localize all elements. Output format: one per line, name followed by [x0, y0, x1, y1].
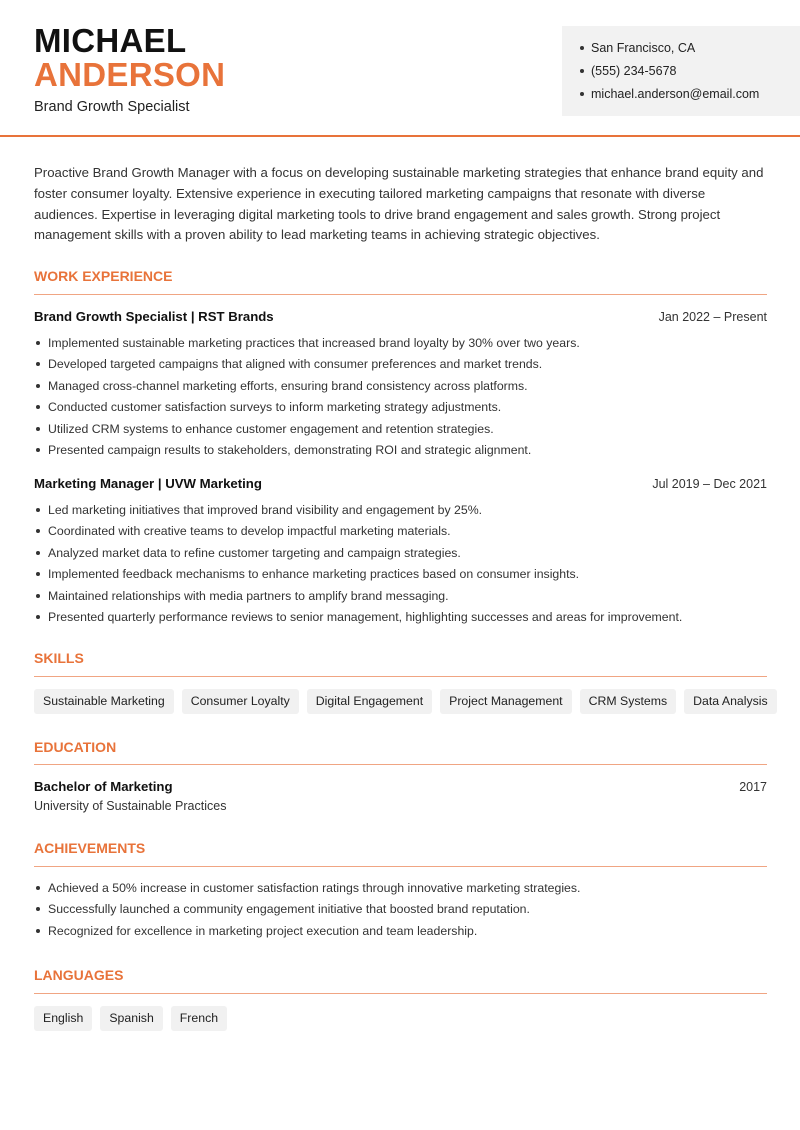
list-item	[34, 899, 767, 921]
job-dates: Jan 2022 – Present	[658, 310, 767, 324]
section-title-work: WORK EXPERIENCE	[34, 268, 173, 284]
job-bullets	[34, 499, 767, 628]
bullet-text: Implemented sustainable marketing practices that increased brand loyalty by 30% over two years.	[48, 335, 580, 350]
bullet-icon	[36, 572, 40, 576]
list-item	[34, 542, 767, 564]
bullet-text: Implemented feedback mechanisms to enhance marketing practices based on consumer insights.	[48, 567, 580, 582]
degree: Bachelor of Marketing	[34, 779, 173, 794]
list-item	[34, 585, 767, 607]
bullet-text: Analyzed market data to refine customer targeting and campaign strategies.	[48, 545, 461, 560]
bullet-text: Presented campaign results to stakeholders, demonstrating ROI and strategic alignment.	[48, 443, 532, 458]
bullet-icon	[580, 46, 584, 50]
bullet-icon	[36, 341, 40, 345]
skill-chip: Project Management	[440, 689, 571, 714]
section-title-skills: SKILLS	[34, 650, 84, 666]
skill-chip: Digital Engagement	[307, 689, 432, 714]
bullet-text: Utilized CRM systems to enhance customer engagement and retention strategies.	[48, 421, 494, 436]
language-chip: English	[34, 1006, 92, 1031]
job-bullets	[34, 332, 767, 461]
list-item	[34, 418, 767, 440]
contact-email-text[interactable]: michael.anderson@email.com	[591, 87, 760, 101]
section-title-achievements: ACHIEVEMENTS	[34, 840, 146, 856]
section-divider	[34, 676, 767, 677]
bullet-text: Successfully launched a community engagement initiative that boosted brand reputation.	[48, 902, 530, 917]
bullet-icon	[36, 384, 40, 388]
bullet-icon	[36, 448, 40, 452]
list-item	[34, 397, 767, 419]
bullet-text: Developed targeted campaigns that aligned with consumer preferences and market trends.	[48, 357, 543, 372]
bullet-text: Managed cross-channel marketing efforts, ensuring brand consistency across platforms.	[48, 378, 528, 393]
section-title-languages: LANGUAGES	[34, 967, 124, 983]
job-header	[34, 309, 767, 324]
job-dates: Jul 2019 – Dec 2021	[652, 477, 767, 491]
list-item	[34, 920, 767, 942]
section-divider	[34, 993, 767, 994]
skill-chip: Data Analysis	[684, 689, 777, 714]
job-role: Brand Growth Specialist | RST Brands	[34, 309, 274, 324]
section-divider	[34, 294, 767, 295]
list-item	[34, 521, 767, 543]
skills-list	[34, 689, 777, 714]
list-item	[34, 354, 767, 376]
bullet-icon	[36, 929, 40, 933]
contact-location	[580, 41, 695, 55]
bullet-icon	[36, 615, 40, 619]
section-divider	[34, 764, 767, 765]
graduation-year: 2017	[739, 780, 767, 794]
list-item	[34, 375, 767, 397]
first-name: MICHAEL	[34, 22, 187, 59]
contact-location-text: San Francisco, CA	[591, 41, 696, 55]
contact-box	[562, 26, 800, 116]
last-name: ANDERSON	[34, 56, 226, 93]
skill-chip: Sustainable Marketing	[34, 689, 174, 714]
bullet-text: Recognized for excellence in marketing project execution and team leadership.	[48, 923, 478, 938]
languages-list	[34, 1006, 227, 1031]
contact-phone-text: (555) 234-5678	[591, 64, 677, 78]
bullet-text: Led marketing initiatives that improved brand visibility and engagement by 25%.	[48, 502, 483, 517]
bullet-icon	[580, 92, 584, 96]
bullet-icon	[36, 508, 40, 512]
resume-header	[0, 0, 800, 137]
list-item	[34, 332, 767, 354]
bullet-text: Achieved a 50% increase in customer satisfaction ratings through innovative marketing strategies.	[48, 880, 581, 895]
skill-chip: CRM Systems	[580, 689, 677, 714]
bullet-icon	[580, 69, 584, 73]
bullet-text: Presented quarterly performance reviews to senior management, highlighting successes and areas for improvement.	[48, 610, 683, 625]
bullet-icon	[36, 594, 40, 598]
bullet-icon	[36, 551, 40, 555]
school-name: University of Sustainable Practices	[34, 799, 227, 813]
bullet-text: Maintained relationships with media partners to amplify brand messaging.	[48, 588, 449, 603]
bullet-icon	[36, 405, 40, 409]
professional-summary: Proactive Brand Growth Manager with a focus on developing sustainable marketing strategies that enhance brand equity and foster consumer loyalty. Extensive experience in executing tailored marketing campaigns that resonate with diverse audiences. Expertise in leveraging digital marketing tools to drive brand engagement and sales growth. Strong project management skills with a proven ability to lead marketing teams in achieving strategic objectives.	[34, 165, 764, 243]
list-item	[34, 564, 767, 586]
section-title-education: EDUCATION	[34, 739, 117, 755]
achievement-bullets	[34, 877, 767, 942]
job-role: Marketing Manager | UVW Marketing	[34, 476, 262, 491]
language-chip: Spanish	[100, 1006, 162, 1031]
language-chip: French	[171, 1006, 227, 1031]
education-header	[34, 779, 767, 794]
list-item	[34, 440, 767, 462]
section-divider	[34, 866, 767, 867]
job-title: Brand Growth Specialist	[34, 99, 190, 115]
bullet-icon	[36, 427, 40, 431]
skill-chip: Consumer Loyalty	[182, 689, 299, 714]
bullet-icon	[36, 529, 40, 533]
list-item	[34, 607, 767, 629]
list-item	[34, 499, 767, 521]
contact-phone	[580, 64, 676, 78]
bullet-text: Conducted customer satisfaction surveys to inform marketing strategy adjustments.	[48, 400, 502, 415]
bullet-text: Coordinated with creative teams to develop impactful marketing materials.	[48, 524, 451, 539]
list-item	[34, 877, 767, 899]
bullet-icon	[36, 907, 40, 911]
bullet-icon	[36, 362, 40, 366]
job-header	[34, 476, 767, 491]
bullet-icon	[36, 886, 40, 890]
contact-email[interactable]	[580, 87, 759, 101]
